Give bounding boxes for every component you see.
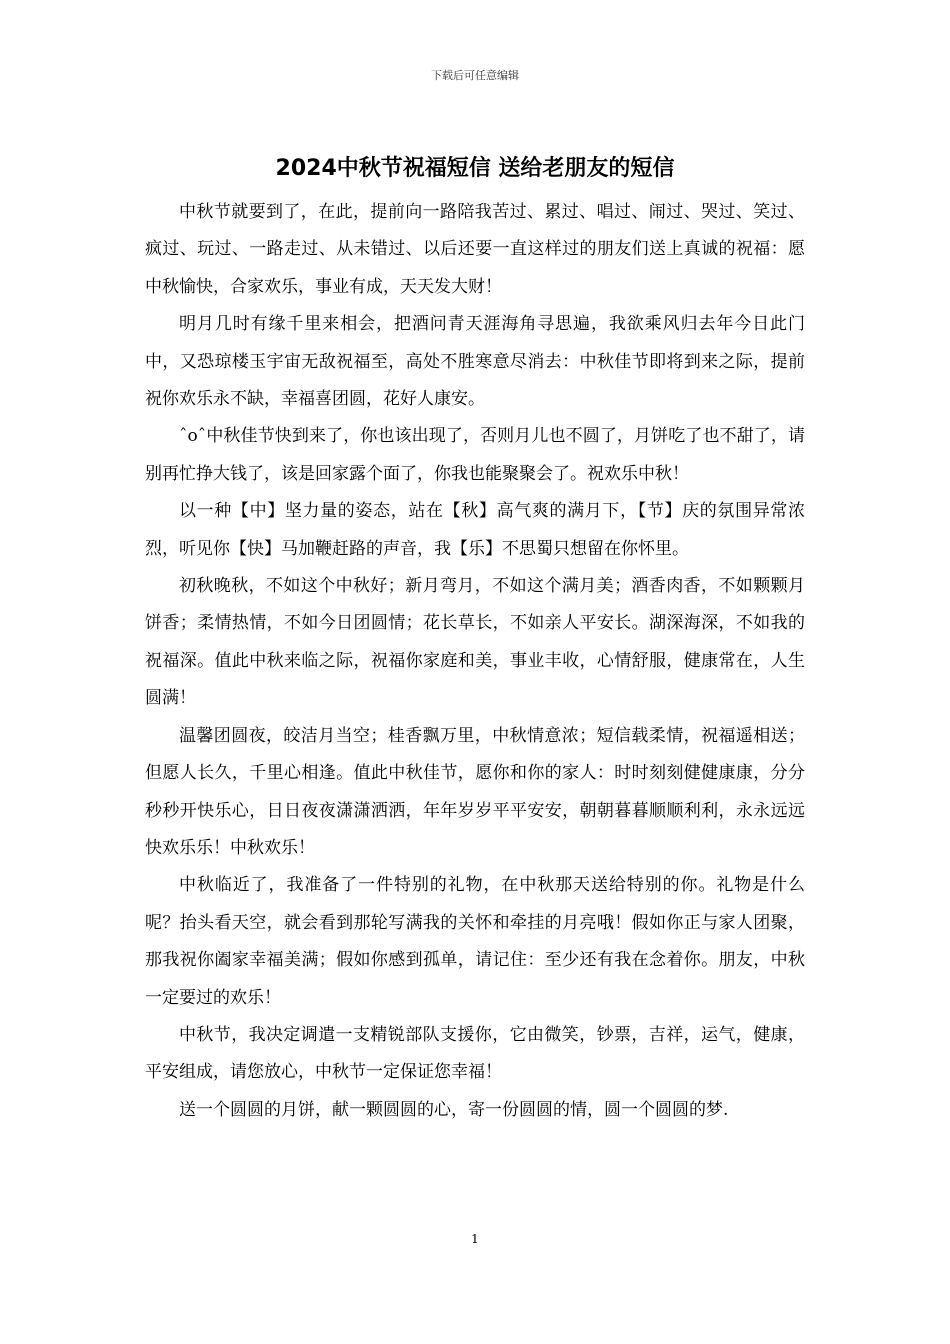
paragraph: 明月几时有缘千里来相会，把酒问青天涯海角寻思遍，我欲乘风归去年今日此门中，又恐琼楼玉宇宙无敌祝福至，高处不胜寒意尽消去：中秋佳节即将到来之际，提前祝你欢乐永不缺，幸福喜团圆，花好人康安。 bbox=[145, 314, 805, 410]
paragraph: 以一种【中】坚力量的姿态，站在【秋】高气爽的满月下，【节】庆的氛围异常浓烈，听见你【快】马加鞭赶路的声音，我【乐】不思蜀只想留在你怀里。 bbox=[145, 501, 805, 559]
page-number: 1 bbox=[471, 1232, 479, 1246]
paragraph: 温馨团圆夜，皎洁月当空；桂香飘万里，中秋情意浓；短信载柔情，祝福遥相送；但愿人长久，千里心相逢。值此中秋佳节，愿你和你的家人：时时刻刻健健康康，分分秒秒开快乐心，日日夜夜潇潇洒洒，年年岁岁平平安安，朝朝暮暮顺顺利利，永永远远快欢乐乐！中秋欢乐！ bbox=[145, 725, 805, 858]
paragraph: 中秋节就要到了，在此，提前向一路陪我苦过、累过、唱过、闹过、哭过、笑过、疯过、玩过、一路走过、从未错过、以后还要一直这样过的朋友们送上真诚的祝福：愿中秋愉快，合家欢乐，事业有成，天天发大财！ bbox=[145, 202, 805, 297]
document-title: 2024中秋节祝福短信 送给老朋友的短信 bbox=[275, 156, 675, 181]
paragraph: 中秋临近了，我准备了一件特别的礼物，在中秋那天送给特别的你。礼物是什么呢？抬头看天空，就会看到那轮写满我的关怀和牵挂的月亮哦！假如你正与家人团聚，那我祝你阖家幸福美满；假如你感到孤单，请记住：至少还有我在念着你。朋友，中秋一定要过的欢乐！ bbox=[145, 875, 805, 1008]
paragraph: 中秋节，我决定调遣一支精锐部队支援你，它由微笑，钞票，吉祥，运气，健康，平安组成，请您放心，中秋节一定保证您幸福！ bbox=[145, 1024, 805, 1083]
header-note: 下载后可任意编辑 bbox=[431, 69, 519, 82]
paragraph: 初秋晚秋，不如这个中秋好；新月弯月，不如这个满月美；酒香肉香，不如颗颗月饼香；柔情热情，不如今日团圆情；花长草长，不如亲人平安长。湖深海深，不如我的祝福深。值此中秋来临之际，祝福你家庭和美，事业丰收，心情舒服，健康常在，人生圆满！ bbox=[145, 576, 805, 709]
paragraph: ˆoˆ中秋佳节快到来了，你也该出现了，否则月儿也不圆了，月饼吃了也不甜了，请别再忙挣大钱了，该是回家露个面了，你我也能聚聚会了。祝欢乐中秋！ bbox=[145, 426, 805, 484]
document-body bbox=[145, 194, 805, 1129]
paragraph: 送一个圆圆的月饼，献一颗圆圆的心，寄一份圆圆的情，圆一个圆圆的梦. bbox=[179, 1099, 729, 1120]
